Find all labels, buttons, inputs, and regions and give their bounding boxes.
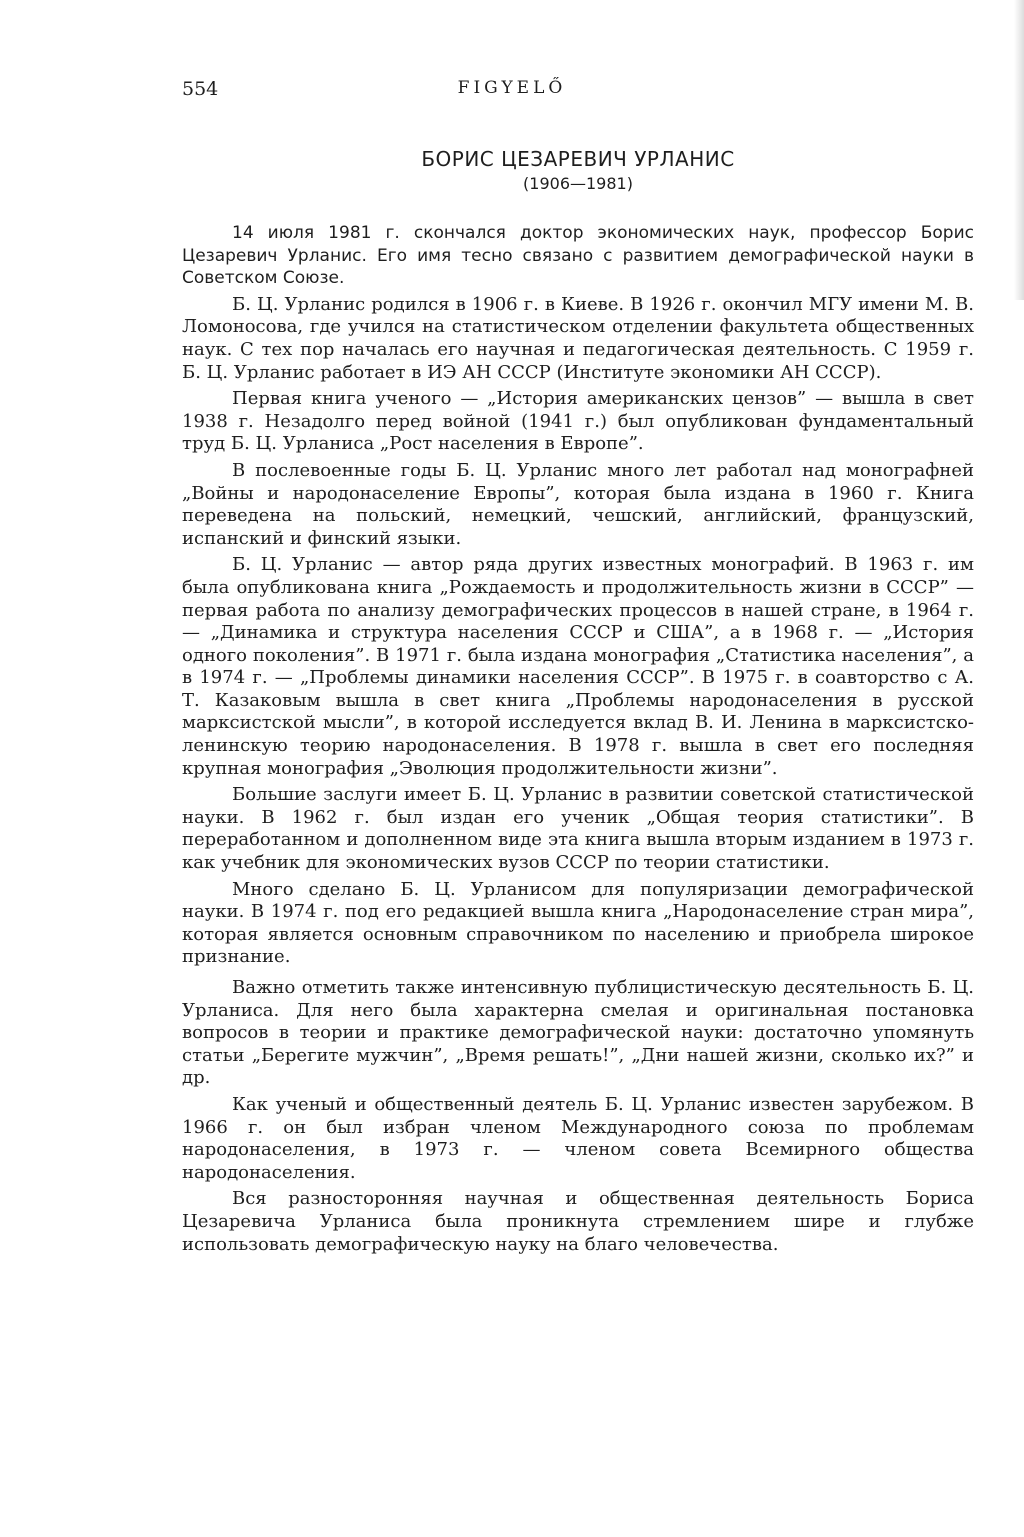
journal-title: FIGYELŐ (457, 78, 567, 98)
article-header (182, 146, 974, 193)
page-number: 554 (182, 78, 219, 100)
paragraph-6: Большие заслуги имеет Б. Ц. Урланис в развитии советской статистической науки. В 1962 г. был издан его ученик „Общая теория статистики”. В переработанном и дополненном виде эта книга вышла вторым изданием в 1973 г. как учебник для экономических вузов СССР по теории статистики. (182, 784, 974, 874)
paragraph-5: Б. Ц. Урланис — автор ряда других известных монографий. В 1963 г. им была опубликована книга „Рождаемость и продолжительность жизни в СССР” — первая работа по анализу демографических процессов в нашей стране, в 1964 г. — „Динамика и структура населения СССР и США”, а в 1968 г. — „История одного поколения”. В 1971 г. была издана монография „Статистика населения”, а в 1974 г. — „Проблемы динамики населения СССР”. В 1975 г. в соавторство с А. Т. Казаковым вышла в свет книга „Проблемы народонаселения в русской марксистской мысли”, в которой исследуется вклад В. И. Ленина в марксистско-ленинскую теорию народонаселения. В 1978 г. вышла в свет его последняя крупная монография „Эволюция продолжительности жизни”. (182, 554, 974, 779)
paragraph-10: Вся разносторонняя научная и общественная деятельность Бориса Цезаревича Урланиса была проникнута стремлением шире и глубже использовать демографическую науку на благо человечества. (182, 1188, 974, 1255)
paragraph-9: Как ученый и общественный деятель Б. Ц. Урланис известен зарубежом. В 1966 г. он был избран членом Международного союза по проблемам народонаселения, в 1973 г. — членом совета Всемирного общества народонаселения. (182, 1093, 974, 1183)
article-title: БОРИС ЦЕЗАРЕВИЧ УРЛАНИС (421, 147, 735, 171)
article-body (182, 222, 974, 1260)
paragraph-2: Б. Ц. Урланис родился в 1906 г. в Киеве. В 1926 г. окончил МГУ имени М. В. Ломоносова, где учился на статистическом отделении факультета общественных наук. С тех пор началась его научная и педагогическая деятельность. С 1959 г. Б. Ц. Урланис работает в ИЭ АН СССР (Институте экономики АН СССР). (182, 293, 974, 383)
paragraph-3: Первая книга ученого — „История американских цензов” — вышла в свет 1938 г. Незадолго перед войной (1941 г.) был опубликован фундаментальный труд Б. Ц. Урланиса „Рост населения в Европе”. (182, 388, 974, 455)
article-dates: (1906—1981) (523, 174, 633, 193)
scan-edge-shadow (1014, 0, 1024, 300)
paragraph-4: В послевоенные годы Б. Ц. Урланис много лет работал над монографней „Войны и народонаселение Европы”, которая была издана в 1960 г. Книга переведена на польский, немецкий, чешский, английский, французский, испанский и финский языки. (182, 459, 974, 549)
paragraph-7: Много сделано Б. Ц. Урланисом для популяризации демографической науки. В 1974 г. под его редакцией вышла книга „Народонаселение стран мира”, которая является основным справочником по населению и приобрела широкое признание. (182, 878, 974, 968)
paragraph-1: 14 июля 1981 г. скончался доктор экономических наук, профессор Борис Цезаревич Урланис. Его имя тесно связано с развитием демографической науки в Советском Союзе. (182, 223, 974, 289)
paragraph-8: Важно отметить также интенсивную публицистическую десятельность Б. Ц. Урланиса. Для него была характерна смелая и оригинальная постановка вопросов в теории и практике демографической науки: достаточно упомянуть статьи „Берегите мужчин”, „Время решать!”, „Дни нашей жизни, сколько их?” и др. (182, 977, 974, 1089)
